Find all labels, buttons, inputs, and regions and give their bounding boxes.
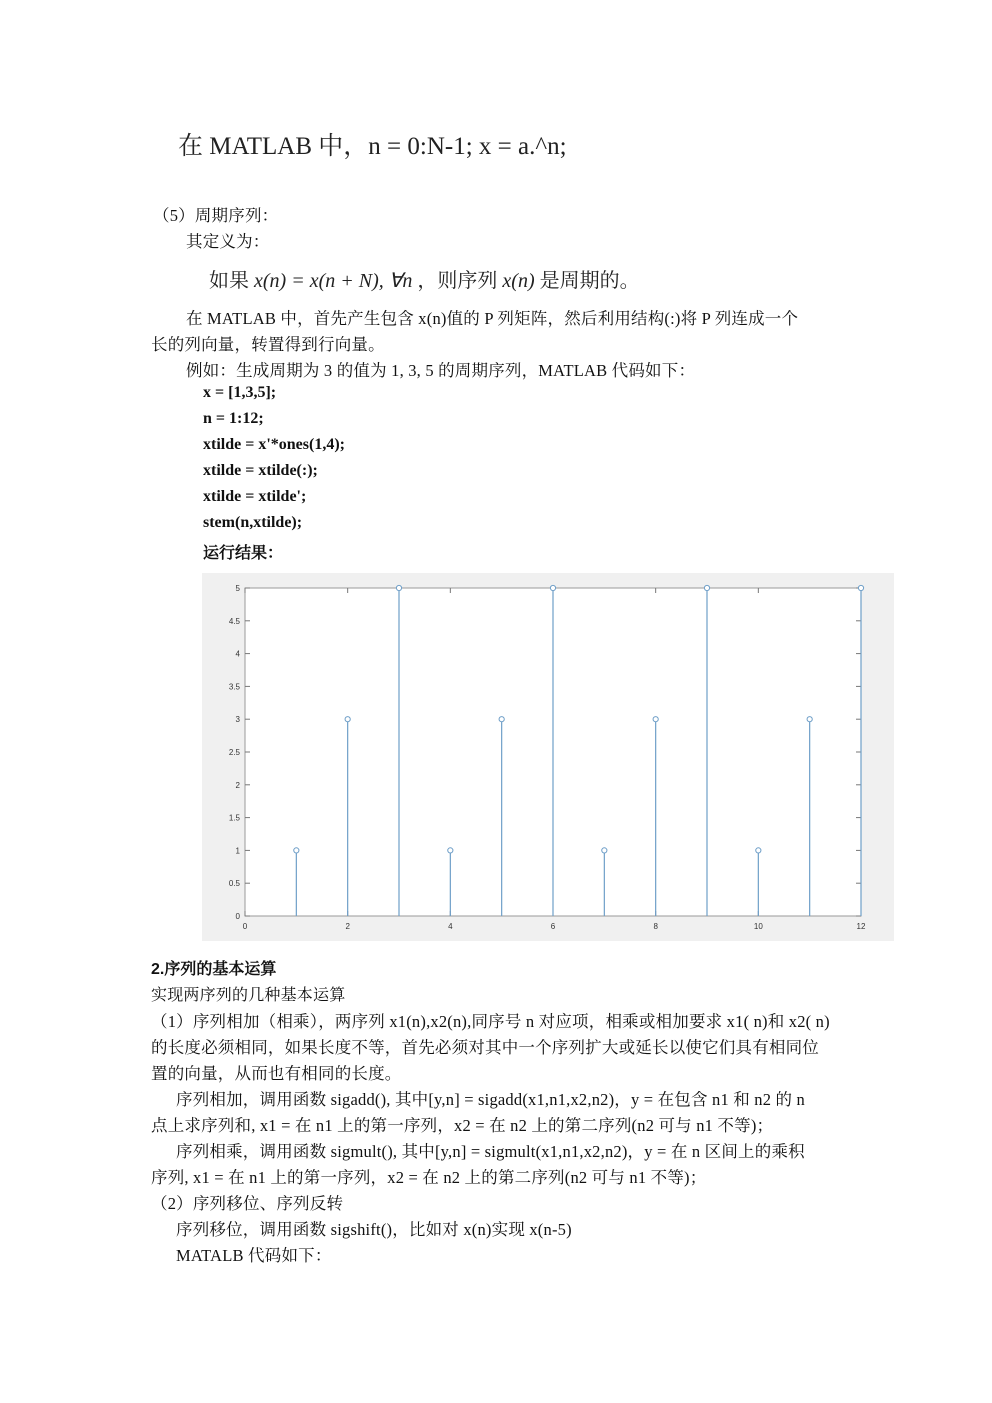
formula-prefix: 如果 bbox=[209, 270, 249, 292]
section-5-definition-label: 其定义为： bbox=[186, 232, 270, 251]
y-tick-label: 4.5 bbox=[228, 616, 240, 626]
formula-math: x(n) = x(n + N), ∀n bbox=[254, 270, 413, 292]
stem-marker bbox=[499, 717, 504, 722]
stem-marker bbox=[756, 848, 761, 853]
stem-marker bbox=[294, 848, 299, 853]
stem-plot-svg bbox=[202, 573, 894, 941]
y-tick-label: 3.5 bbox=[228, 682, 240, 692]
periodic-definition-formula bbox=[209, 264, 640, 293]
sigshift-description: 序列移位，调用函数 sigshift()，比如对 x(n)实现 x(n-5) bbox=[176, 1220, 572, 1239]
section-2-title: 2.序列的基本运算 bbox=[151, 961, 277, 978]
section-2-p1-line-2: 的长度必须相同，如果长度不等，首先必须对其中一个序列扩大或延长以使它们具有相同位 bbox=[151, 1038, 819, 1057]
stem-marker bbox=[807, 717, 812, 722]
section-2-intro: 实现两序列的几种基本运算 bbox=[151, 987, 346, 1004]
sigmult-description-line-2: 序列, x1 = 在 n1 上的第一序列，x2 = 在 n2 上的第二序列(n2 可与 n1 不等)； bbox=[151, 1168, 707, 1187]
section-2-p1-line-1: （1）序列相加（相乘），两序列 x1(n),x2(n),同序号 n 对应项，相乘或相加要求 x1( n)和 x2( n) bbox=[151, 1012, 830, 1031]
x-tick-label: 6 bbox=[550, 922, 556, 931]
sigadd-description-line-1: 序列相加，调用函数 sigadd(), 其中[y,n] = sigadd(x1,n1,x2,n2)，y = 在包含 n1 和 n2 的 n bbox=[176, 1090, 805, 1109]
y-tick-label: 5 bbox=[235, 584, 240, 593]
formula-end: 是周期的。 bbox=[539, 270, 640, 292]
y-tick-label: 0 bbox=[235, 912, 240, 921]
stem-marker bbox=[858, 585, 863, 590]
y-tick-label: 1.5 bbox=[228, 813, 240, 823]
y-tick-label: 2.5 bbox=[228, 748, 240, 757]
x-tick-label: 8 bbox=[653, 922, 658, 931]
code-line: xtilde = xtilde'; bbox=[203, 488, 307, 505]
matlab-code-label: MATALB 代码如下： bbox=[176, 1246, 332, 1265]
sigmult-description-line-1: 序列相乘，调用函数 sigmult(), 其中[y,n] = sigmult(x1,n1,x2,n2)，y = 在 n 区间上的乘积 bbox=[176, 1142, 805, 1161]
x-tick-label: 10 bbox=[753, 922, 763, 931]
stem-plot-figure bbox=[202, 573, 894, 941]
section-5-example-text: 例如：生成周期为 3 的值为 1, 3, 5 的周期序列，MATLAB 代码如下： bbox=[186, 361, 696, 380]
sigadd-description-line-2: 点上求序列和, x1 = 在 n1 上的第一序列，x2 = 在 n2 上的第二序列(n2 可与 n1 不等)； bbox=[151, 1116, 774, 1135]
y-tick-label: 0.5 bbox=[228, 879, 240, 889]
y-tick-label: 3 bbox=[235, 715, 240, 725]
code-line: xtilde = x'*ones(1,4); bbox=[203, 436, 345, 453]
x-tick-label: 12 bbox=[856, 922, 866, 931]
section-5-paragraph-line-1: 在 MATLAB 中，首先产生包含 x(n)值的 P 列矩阵，然后利用结构(:)将 P 列连成一个 bbox=[186, 309, 799, 328]
y-tick-label: 2 bbox=[235, 780, 240, 790]
stem-marker bbox=[448, 848, 453, 853]
stem-marker bbox=[345, 717, 350, 722]
section-5-title: （5）周期序列： bbox=[153, 206, 279, 225]
section-2-p2-title: （2）序列移位、序列反转 bbox=[151, 1194, 344, 1213]
stem-marker bbox=[602, 848, 607, 853]
code-line: xtilde = xtilde(:); bbox=[203, 462, 318, 479]
run-result-label: 运行结果： bbox=[203, 545, 284, 562]
x-tick-label: 0 bbox=[242, 922, 248, 931]
formula-suffix: ，则序列 bbox=[417, 270, 498, 292]
code-line: n = 1:12; bbox=[203, 410, 264, 427]
y-tick-label: 4 bbox=[235, 649, 240, 659]
code-line: stem(n,xtilde); bbox=[203, 514, 303, 531]
stem-marker bbox=[653, 717, 658, 722]
section-2-p1-line-3: 置的向量，从而也有相同的长度。 bbox=[151, 1064, 402, 1083]
x-tick-label: 2 bbox=[345, 922, 350, 931]
formula-xn: x(n) bbox=[502, 270, 535, 292]
y-tick-label: 1 bbox=[235, 846, 240, 856]
x-tick-label: 4 bbox=[448, 922, 453, 931]
matlab-geometric-sequence-line: 在 MATLAB 中，n = 0:N-1; x = a.^n; bbox=[178, 133, 567, 160]
stem-marker bbox=[396, 585, 401, 590]
stem-marker bbox=[550, 585, 555, 590]
code-line: x = [1,3,5]; bbox=[203, 384, 277, 401]
stem-marker bbox=[704, 585, 709, 590]
section-5-paragraph-line-2: 长的列向量，转置得到行向量。 bbox=[151, 335, 385, 354]
